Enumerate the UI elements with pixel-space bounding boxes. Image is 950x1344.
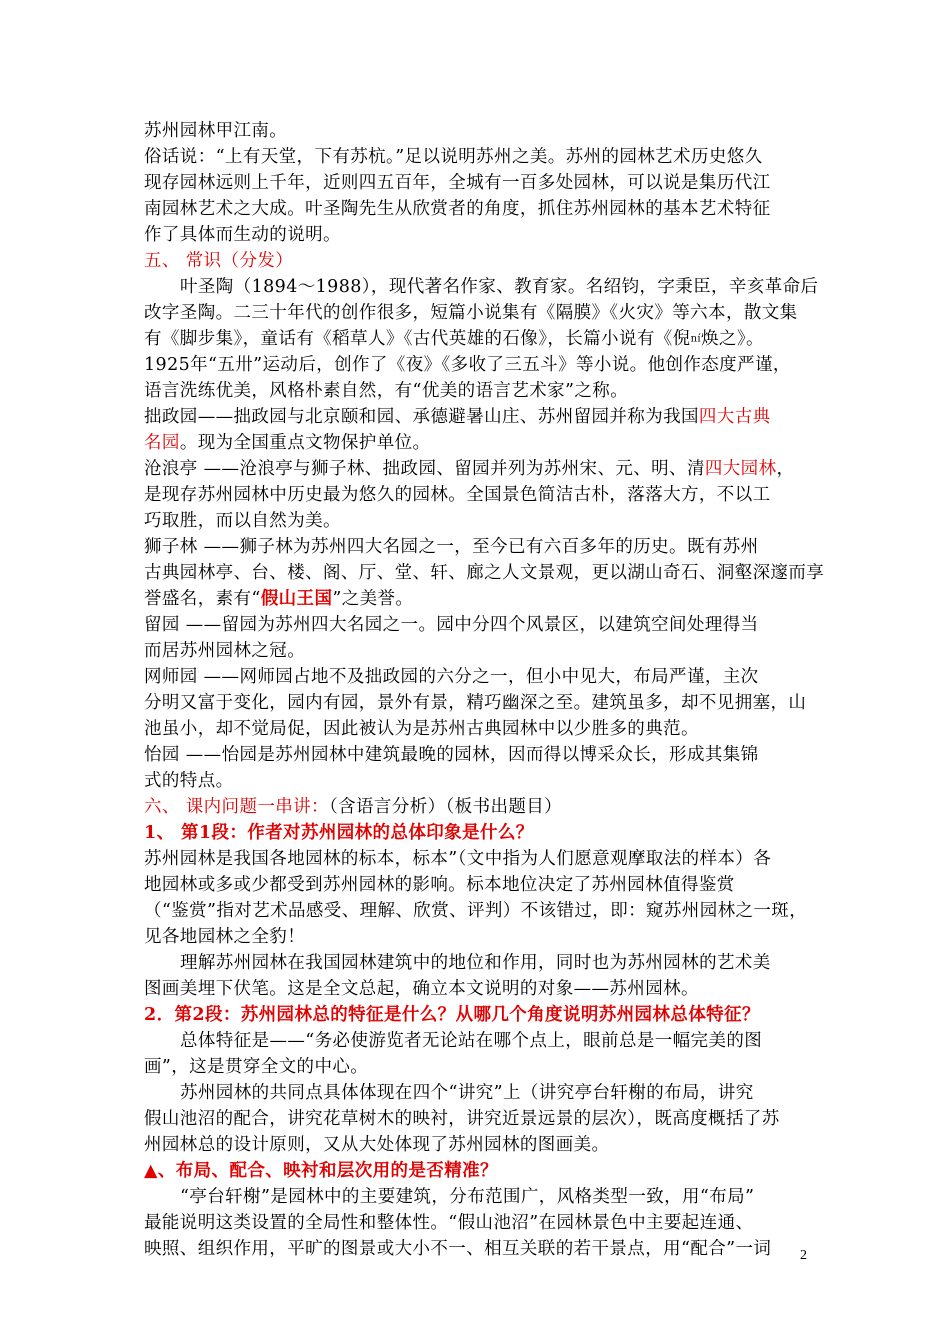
highlight-text: 四大古典 (698, 407, 771, 427)
document-page (144, 118, 825, 1262)
text-line: 图画美埋下伏笔。这是全文总起，确立本文说明的对象——苏州园林。 (144, 979, 699, 999)
text-line: （“鉴赏”指对艺术品感受、理解、欣赏、评判）不该错过，即：窥苏州园林之一斑， (144, 901, 808, 921)
text-segment: 誉盛名，素有“ (144, 589, 261, 609)
highlight-text: 假山王国 (260, 589, 333, 609)
text-line: 语言洗练优美，风格朴素自然，有“优美的语言艺术家”之称。 (144, 381, 629, 401)
text-line: 改字圣陶。二三十年代的创作很多，短篇小说集有《隔膜》《火灾》等六本，散文集 (144, 303, 798, 323)
pinyin-annotation: ní (690, 333, 702, 345)
text-line: 现存园林远则上千年，近则四五百年，全城有一百多处园林，可以说是集历代江 (144, 173, 771, 193)
question-1: 1、 第1段：作者对苏州园林的总体印象是什么？ (144, 823, 534, 843)
section-heading-6 (144, 794, 816, 820)
heading-text: 六、 课内问题一串讲： (144, 797, 329, 817)
heading-text: （含语言分析）（板书出题目） (328, 797, 563, 817)
text-line: 见各地园林之全豹！ (144, 927, 306, 947)
text-line: 狮子林 ——狮子林为苏州四大名园之一，至今已有六百多年的历史。既有苏州 (144, 537, 759, 557)
text-line: 巧取胜，而以自然为美。 (144, 511, 341, 531)
text-line: 留园 ——留园为苏州四大名园之一。园中分四个风景区，以建筑空间处理得当 (144, 615, 759, 635)
question-3: ▲、布局、配合、映衬和层次用的是否精准？ (144, 1161, 498, 1181)
text-line: “亭台轩榭”是园林中的主要建筑，分布范围广，风格类型一致，用“布局” (180, 1187, 755, 1207)
text-line (144, 430, 816, 456)
text-line: 地园林或多或少都受到苏州园林的影响。标本地位决定了苏州园林值得鉴赏 (144, 875, 735, 895)
question-2: 2．第2段：苏州园林总的特征是什么？从哪几个角度说明苏州园林总体特征？ (144, 1005, 760, 1025)
text-line: 是现存苏州园林中历史最为悠久的园林。全国景色简洁古朴，落落大方，不以工 (144, 485, 771, 505)
text-line: 州园林总的设计原则，又从大处体现了苏州园林的图画美。 (144, 1135, 610, 1155)
text-segment: ”之美誉。 (332, 589, 414, 609)
text-line: 苏州园林是我国各地园林的标本，标本”（文中指为人们愿意观摩取法的样本）各 (144, 849, 772, 869)
text-line: 俗话说：“上有天堂，下有苏杭。”足以说明苏州之美。苏州的园林艺术历史悠久 (144, 147, 763, 167)
text-line: 苏州园林的共同点具体体现在四个“讲究”上（讲究亭台轩榭的布局，讲究 (180, 1083, 754, 1103)
text-segment: 拙政园——拙政园与北京颐和园、承德避暑山庄、苏州留园并称为我国 (144, 407, 699, 427)
text-line (144, 586, 816, 612)
text-line: 假山池沼的配合，讲究花草树木的映衬，讲究近景远景的层次），既高度概括了苏 (144, 1109, 780, 1129)
text-line: 式的特点。 (144, 771, 234, 791)
page-number: 2 (800, 1248, 807, 1263)
text-line: 古典园林亭、台、楼、阁、厅、堂、轩、廊之人文景观，更以湖山奇石、洞壑深邃而享 (144, 563, 825, 583)
text-line: 分明又富于变化，园内有园，景外有景，精巧幽深之至。建筑虽多，却不见拥塞，山 (144, 693, 807, 713)
text-segment: 沧浪亭 ——沧浪亭与狮子林、拙政园、留园并列为苏州宋、元、明、清 (144, 459, 705, 479)
text-segment: 有《脚步集》，童话有《稻草人》《古代英雄的石像》，长篇小说有《倪 (144, 329, 691, 349)
section-heading-5: 五、 常识（分发） (144, 251, 294, 271)
text-line: 苏州园林甲江南。 (144, 121, 288, 141)
text-line: 理解苏州园林在我国园林建筑中的地位和作用，同时也为苏州园林的艺术美 (180, 953, 771, 973)
text-line: 叶圣陶（1894～1988），现代著名作家、教育家。名绍钧，字秉臣，辛亥革命后 (180, 277, 819, 297)
text-line: 映照、组织作用，平旷的图景或大小不一、相互关联的若干景点，用“配合”一词 (144, 1239, 772, 1259)
text-line: 怡园 ——怡园是苏州园林中建筑最晚的园林，因而得以博采众长，形成其集锦 (144, 745, 759, 765)
text-line: 而居苏州园林之冠。 (144, 641, 306, 661)
text-line: 池虽小，却不觉局促，因此被认为是苏州古典园林中以少胜多的典范。 (144, 719, 699, 739)
text-segment: ， (776, 459, 795, 479)
text-line: 总体特征是——“务必使游览者无论站在哪个点上，眼前总是一幅完美的图 (180, 1031, 763, 1051)
text-line: 南园林艺术之大成。叶圣陶先生从欣赏者的角度，抓住苏州园林的基本艺术特征 (144, 199, 771, 219)
highlight-text: 名园 (144, 433, 180, 453)
text-line (144, 326, 816, 352)
text-segment: 。现为全国重点文物保护单位。 (179, 433, 431, 453)
highlight-text: 四大园林 (704, 459, 777, 479)
text-line (144, 456, 816, 482)
text-line (144, 404, 816, 430)
text-line: 画”，这是贯穿全文的中心。 (144, 1057, 369, 1077)
text-line: 作了具体而生动的说明。 (144, 225, 341, 245)
text-line: 网师园 ——网师园占地不及拙政园的六分之一，但小中见大，布局严谨，主次 (144, 667, 759, 687)
text-line: 1925年“五卅”运动后，创作了《夜》《多收了三五斗》等小说。他创作态度严谨， (144, 355, 791, 375)
text-segment: 焕之》。 (701, 329, 764, 349)
text-line: 最能说明这类设置的全局性和整体性。“假山池沼”在园林景色中主要起连通、 (144, 1213, 754, 1233)
